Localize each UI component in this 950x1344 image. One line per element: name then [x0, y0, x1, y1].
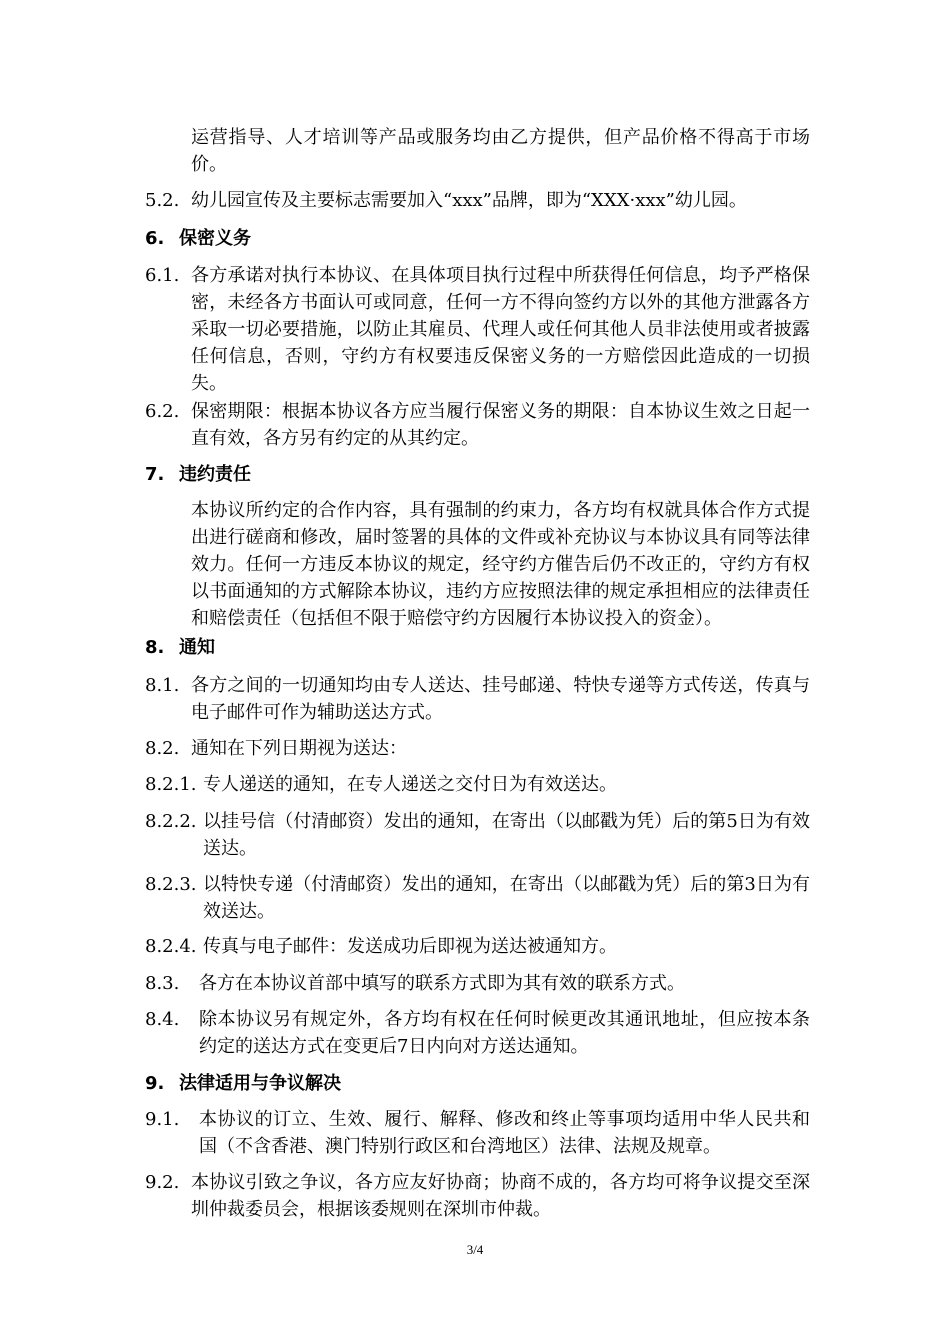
clause-text: 本协议引致之争议，各方应友好协商；协商不成的，各方均可将争议提交至深圳仲裁委员会，根据该委规则在深圳市仲裁。 [191, 1172, 810, 1220]
clause-text: 以特快专递（付清邮资）发出的通知，在寄出（以邮戳为凭）后的第3日为有效送达。 [203, 874, 810, 922]
clause-text: 以挂号信（付清邮资）发出的通知，在寄出（以邮戳为凭）后的第5日为有效送达。 [203, 811, 810, 859]
clause-text: 专人递送的通知，在专人递送之交付日为有效送达。 [203, 774, 617, 795]
clause-6-1 [145, 262, 810, 397]
clause-text: 保密期限：根据本协议各方应当履行保密义务的期限：自本协议生效之日起一直有效，各方另有约定的从其约定。 [191, 401, 810, 449]
clause-text: 除本协议另有规定外，各方均有权在任何时候更改其通讯地址，但应按本条约定的送达方式在变更后7日内向对方送达通知。 [199, 1009, 810, 1057]
clause-number: 9.2. [145, 1172, 180, 1193]
clause-number: 8.2. [145, 738, 180, 759]
clause-6-2 [145, 398, 810, 452]
clause-text: 运营指导、人才培训等产品或服务均由乙方提供，但产品价格不得高于市场价。 [191, 127, 810, 175]
clause-number: 8.1. [145, 675, 180, 696]
section-8-heading [145, 634, 810, 661]
clause-8-2-4 [145, 933, 810, 960]
clause-8-1 [145, 672, 810, 726]
clause-text: 本协议所约定的合作内容，具有强制的约束力，各方均有权就具体合作方式提出进行磋商和修改，届时签署的具体的文件或补充协议与本协议具有同等法律效力。任何一方违反本协议的规定，经守约方催告后仍不改正的，守约方有权以书面通知的方式解除本协议，违约方应按照法律的规定承担相应的法律责任和赔偿责任（包括但不限于赔偿守约方因履行本协议投入的资金）。 [191, 500, 810, 629]
clause-number: 9.1. [145, 1109, 180, 1130]
clause-text: 各方在本协议首部中填写的联系方式即为其有效的联系方式。 [199, 973, 685, 994]
section-title: 通知 [179, 637, 215, 658]
section-6-heading [145, 225, 810, 252]
section-number: 9. [145, 1073, 165, 1094]
page-number: 3/4 [466, 1242, 484, 1257]
clause-number: 6.2. [145, 401, 180, 422]
section-number: 7. [145, 464, 165, 485]
clause-7-body [145, 497, 810, 632]
clause-number: 8.2.2. [145, 811, 197, 832]
section-number: 8. [145, 637, 165, 658]
section-9-heading [145, 1070, 810, 1097]
section-number: 6. [145, 228, 165, 249]
section-title: 保密义务 [179, 228, 251, 249]
clause-5-1-continued [145, 124, 810, 178]
clause-8-2-2 [145, 808, 810, 862]
clause-9-1 [145, 1106, 810, 1160]
section-title: 法律适用与争议解决 [179, 1073, 341, 1094]
clause-8-4 [145, 1006, 810, 1060]
clause-number: 8.2.4. [145, 936, 197, 957]
clause-text: 幼儿园宣传及主要标志需要加入“xxx”品牌，即为“XXX·xxx”幼儿园。 [191, 190, 747, 211]
clause-text: 各方之间的一切通知均由专人送达、挂号邮递、特快专递等方式传送，传真与电子邮件可作为辅助送达方式。 [191, 675, 810, 723]
clause-text: 传真与电子邮件：发送成功后即视为送达被通知方。 [203, 936, 617, 957]
clause-8-2-1 [145, 771, 810, 798]
clause-number: 8.4. [145, 1009, 180, 1030]
clause-number: 8.2.1. [145, 774, 197, 795]
clause-number: 5.2. [145, 190, 180, 211]
clause-8-2 [145, 735, 810, 762]
clause-8-2-3 [145, 871, 810, 925]
clause-text: 通知在下列日期视为送达： [191, 738, 407, 759]
clause-9-2 [145, 1169, 810, 1223]
section-title: 违约责任 [179, 464, 251, 485]
section-7-heading [145, 461, 810, 488]
clause-8-3 [145, 970, 810, 997]
clause-text: 各方承诺对执行本协议、在具体项目执行过程中所获得任何信息，均予严格保密，未经各方书面认可或同意，任何一方不得向签约方以外的其他方泄露各方采取一切必要措施，以防止其雇员、代理人或任何其他人员非法使用或者披露任何信息，否则，守约方有权要违反保密义务的一方赔偿因此造成的一切损失。 [191, 265, 810, 394]
clause-text: 本协议的订立、生效、履行、解释、修改和终止等事项均适用中华人民共和国（不含香港、澳门特别行政区和台湾地区）法律、法规及规章。 [199, 1109, 810, 1157]
clause-number: 8.2.3. [145, 874, 197, 895]
clause-5-2 [145, 187, 810, 214]
clause-number: 8.3. [145, 973, 180, 994]
clause-number: 6.1. [145, 265, 180, 286]
